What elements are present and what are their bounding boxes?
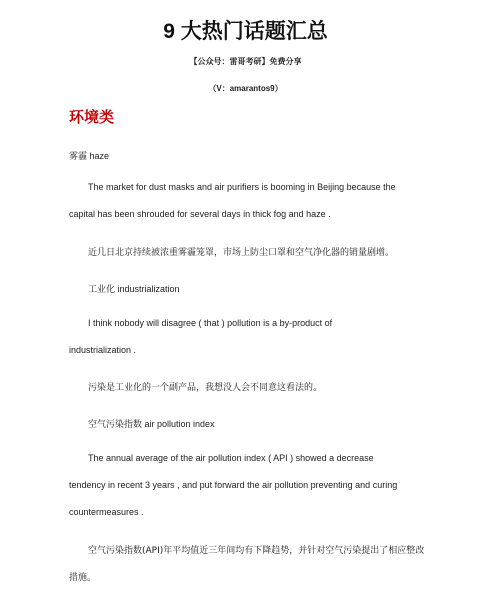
- term-haze: 雾霾 haze: [69, 151, 110, 161]
- paragraph-2-line-1: I think nobody will disagree ( that ) pollution is a by-product of: [88, 318, 333, 328]
- paragraph-1-line-2: capital has been shrouded for several days in thick fog and haze .: [69, 209, 331, 219]
- paragraph-2-translation: 污染是工业化的一个副产品，我想没人会不同意这看法的。: [88, 383, 323, 393]
- paragraph-3-translation-line-1: 空气污染指数(API)年平均值近三年间均有下降趋势，并针对空气污染提出了相应整改: [88, 546, 425, 556]
- paragraph-3-line-2: tendency in recent 3 years , and put forward the air pollution preventing and curing: [69, 480, 398, 490]
- paragraph-1-line-1: The market for dust masks and air purifiers is booming in Beijing because the: [88, 182, 396, 192]
- paragraph-3-translation-line-2: 措施。: [69, 573, 97, 583]
- section-heading: 环境类: [69, 109, 115, 126]
- paragraph-3-line-3: countermeasures .: [69, 507, 144, 517]
- term-industrialization: 工业化 industrialization: [88, 284, 180, 294]
- paragraph-2-line-2: industrialization .: [69, 345, 137, 355]
- page-subtitle: 【公众号：雷哥考研】免费分享: [189, 57, 302, 66]
- page-title: 9 大热门话题汇总: [163, 20, 328, 43]
- term-air-pollution-index: 空气污染指数 air pollution index: [88, 419, 215, 429]
- paragraph-1-translation: 近几日北京持续被浓重雾霾笼罩，市场上防尘口罩和空气净化器的销量剧增。: [88, 248, 395, 258]
- paragraph-3-line-1: The annual average of the air pollution index ( API ) showed a decrease: [88, 453, 374, 463]
- contact-line: （V：amarantos9）: [208, 84, 283, 93]
